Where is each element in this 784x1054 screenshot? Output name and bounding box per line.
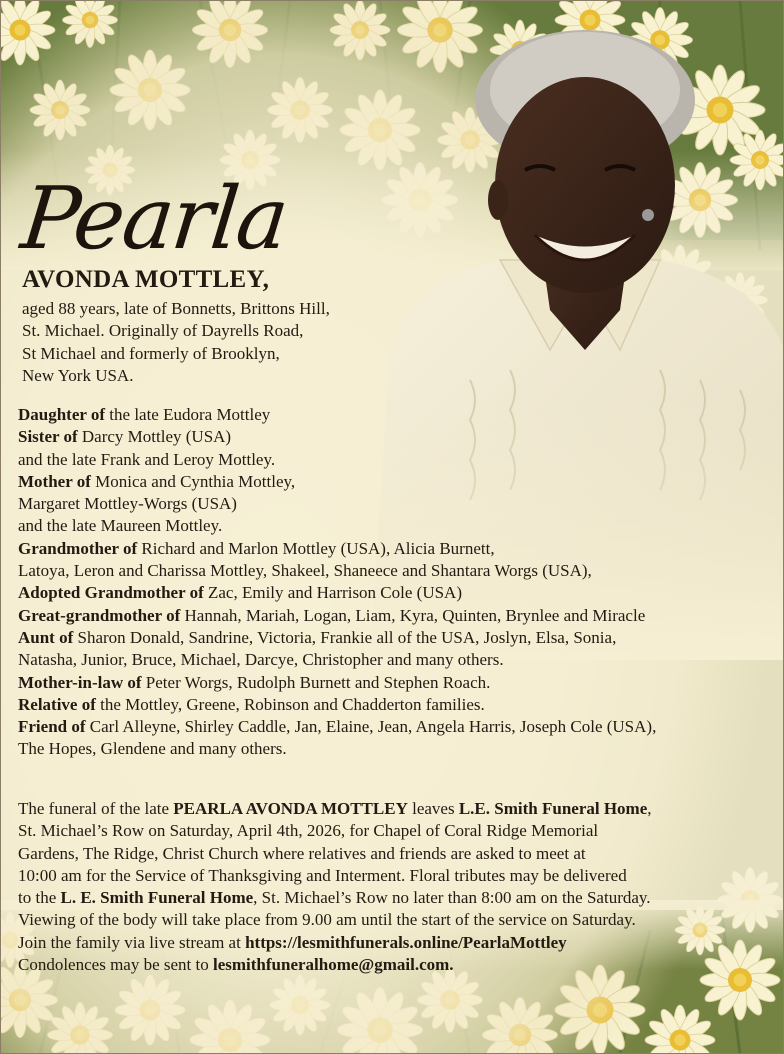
relation-label: Daughter of [18, 405, 106, 424]
funeral-line [18, 820, 780, 842]
relation-line [18, 560, 780, 582]
relation-line [18, 627, 780, 649]
relation-text: Zac, Emily and Harrison Cole (USA) [203, 583, 462, 603]
relation-text: Carl Alleyne, Shirley Caddle, Jan, Elaine, Jean, Angela Harris, Joseph Cole (USA), [85, 717, 657, 737]
relation-line [18, 426, 780, 448]
deceased-surname: AVONDA MOTTLEY, [22, 266, 270, 293]
intro-line: New York USA. [22, 365, 134, 385]
relation-label: Mother-in-law of [18, 672, 142, 692]
funeral-line [18, 843, 780, 865]
funeral-line [18, 887, 780, 909]
funeral-text: Join the family via live stream at [18, 932, 246, 952]
funeral-text: to the [18, 888, 61, 908]
relation-text: Monica and Cynthia Mottley, [90, 471, 296, 491]
funeral-emphasis: PEARLA AVONDA MOTTLEY [173, 799, 408, 818]
intro-line: St Michael and formerly of Brooklyn, [22, 343, 280, 363]
relation-text: The Hopes, Glendene and many others. [18, 739, 287, 759]
relation-label: Adopted Grandmother of [18, 583, 204, 603]
relation-text: Hannah, Mariah, Logan, Liam, Kyra, Quinten, Brynlee and Miracle [180, 605, 646, 625]
funeral-text: Gardens, The Ridge, Christ Church where relatives and friends are asked to meet at [18, 843, 586, 863]
funeral-line [18, 865, 780, 887]
relation-line [18, 605, 780, 627]
relation-line [18, 694, 780, 716]
relation-label: Great-grandmother of [18, 605, 181, 625]
intro-line: aged 88 years, late of Bonnetts, Brittons Hill, [22, 299, 330, 318]
funeral-details [18, 798, 780, 976]
relation-text: the late Eudora Mottley [105, 405, 271, 424]
funeral-line [18, 798, 780, 820]
funeral-line [18, 932, 780, 954]
relation-text: and the late Maureen Mottley. [18, 516, 223, 536]
deceased-first-name: Pearla [16, 169, 292, 269]
relation-label: Mother of [18, 471, 91, 491]
intro-paragraph [22, 298, 402, 387]
relation-line [18, 471, 780, 493]
funeral-text: , [647, 799, 652, 818]
relation-line [18, 672, 780, 694]
relation-label: Sister of [18, 427, 78, 447]
funeral-emphasis: L. E. Smith Funeral Home [60, 888, 254, 908]
relation-text: Latoya, Leron and Charissa Mottley, Shakeel, Shaneece and Shantara Worgs (USA), [18, 561, 592, 581]
funeral-text: Viewing of the body will take place from 9.00 am until the start of the service on Saturday. [18, 910, 636, 930]
funeral-text: 10:00 am for the Service of Thanksgiving and Interment. Floral tributes may be delivered [18, 865, 627, 885]
funeral-line [18, 954, 780, 976]
relation-line [18, 738, 780, 760]
relation-line [18, 716, 780, 738]
relation-line [18, 649, 780, 671]
relation-text: Margaret Mottley-Worgs (USA) [18, 494, 237, 514]
funeral-text: Condolences may be sent to [18, 955, 213, 975]
relation-text: Sharon Donald, Sandrine, Victoria, Frankie all of the USA, Joslyn, Elsa, Sonia, [73, 627, 617, 647]
relation-text: Richard and Marlon Mottley (USA), Alicia Burnett, [137, 538, 495, 558]
relation-line [18, 515, 780, 537]
funeral-emphasis: lesmithfuneralhome@gmail.com. [213, 955, 454, 975]
relation-line [18, 404, 780, 426]
funeral-text: leaves [407, 799, 459, 818]
funeral-text: , St. Michael’s Row no later than 8:00 am on the Saturday. [253, 888, 651, 908]
intro-line: St. Michael. Originally of Dayrells Road, [22, 321, 304, 341]
funeral-line [18, 909, 780, 931]
relation-text: Peter Worgs, Rudolph Burnett and Stephen Roach. [141, 672, 491, 692]
funeral-emphasis: https://lesmithfunerals.online/PearlaMottley [245, 932, 567, 952]
relation-label: Aunt of [18, 627, 74, 647]
relation-label: Grandmother of [18, 538, 138, 558]
funeral-emphasis: L.E. Smith Funeral Home [458, 799, 648, 818]
relation-line [18, 449, 780, 471]
relation-label: Friend of [18, 717, 86, 737]
relation-text: the Mottley, Greene, Robinson and Chadderton families. [95, 694, 485, 714]
relation-text: Darcy Mottley (USA) [77, 427, 232, 447]
relation-line [18, 538, 780, 560]
relation-label: Relative of [18, 694, 96, 714]
family-relations [18, 404, 780, 761]
funeral-text: St. Michael’s Row on Saturday, April 4th, 2026, for Chapel of Coral Ridge Memorial [18, 821, 599, 841]
relation-line [18, 493, 780, 515]
relation-text: Natasha, Junior, Bruce, Michael, Darcye, Christopher and many others. [18, 650, 504, 670]
funeral-text: The funeral of the late [18, 799, 174, 818]
relation-text: and the late Frank and Leroy Mottley. [18, 449, 276, 469]
relation-line [18, 582, 780, 604]
